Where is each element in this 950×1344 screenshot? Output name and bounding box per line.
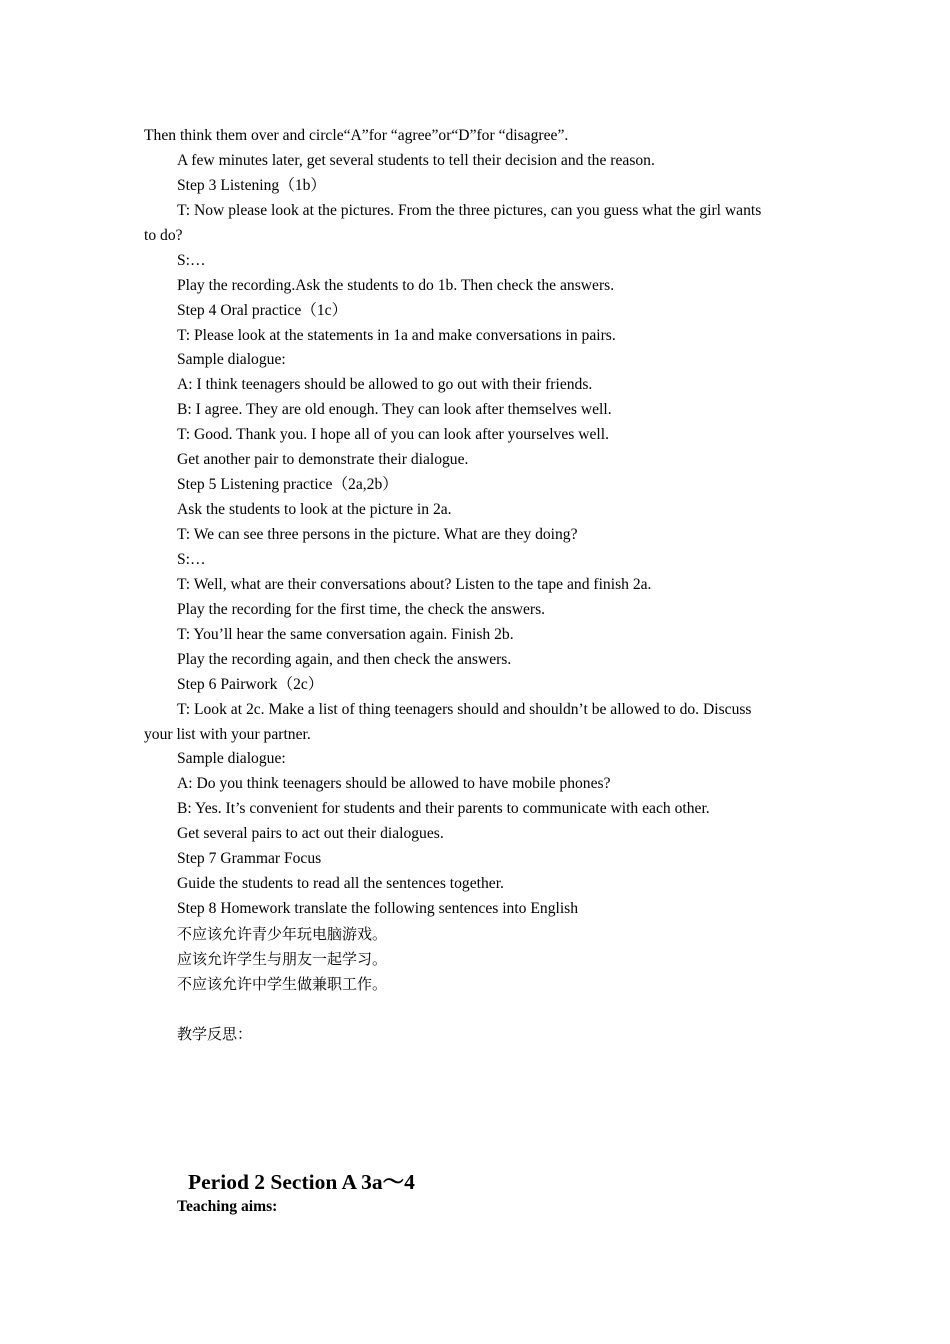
text-line: A few minutes later, get several students to tell their decision and the reason. xyxy=(177,151,655,169)
text-line: to do? xyxy=(144,226,183,244)
text-line: Step 6 Pairwork（2c） xyxy=(177,675,324,693)
text-line: Step 4 Oral practice（1c） xyxy=(177,301,348,319)
text-line: A: Do you think teenagers should be allowed to have mobile phones? xyxy=(177,775,611,793)
text-line: Play the recording.Ask the students to do 1b. Then check the answers. xyxy=(177,276,615,294)
text-line: S:… xyxy=(177,550,206,568)
text-line: Get another pair to demonstrate their dialogue. xyxy=(177,451,469,469)
text-line: Sample dialogue: xyxy=(177,750,286,768)
text-line: S:… xyxy=(177,251,206,269)
text-line: 不应该允许中学生做兼职工作。 xyxy=(177,974,388,993)
text-line: Step 5 Listening practice（2a,2b） xyxy=(177,476,398,494)
text-line: T: We can see three persons in the picture. What are they doing? xyxy=(177,526,578,543)
text-line: Ask the students to look at the picture in 2a. xyxy=(177,501,452,519)
text-line: Sample dialogue: xyxy=(177,351,286,369)
lesson-body xyxy=(144,124,810,1047)
text-line: Step 3 Listening（1b） xyxy=(177,176,327,194)
text-line: T: You’ll hear the same conversation again. Finish 2b. xyxy=(177,625,514,643)
text-line: T: Look at 2c. Make a list of thing teenagers should and shouldn’t be allowed to do. Discuss xyxy=(177,700,752,718)
section-heading: Period 2 Section A 3a～4 xyxy=(188,1170,415,1194)
text-line: Play the recording again, and then check the answers. xyxy=(177,650,512,668)
text-line: T: Well, what are their conversations about? Listen to the tape and finish 2a. xyxy=(177,575,652,593)
blank-line xyxy=(144,997,810,1022)
text-line: T: Now please look at the pictures. From the three pictures, can you guess what the girl wants xyxy=(177,201,762,219)
text-line: Guide the students to read all the sentences together. xyxy=(177,875,504,893)
text-line: Step 7 Grammar Focus xyxy=(177,850,322,868)
text-line: T: Good. Thank you. I hope all of you can look after yourselves well. xyxy=(177,426,609,444)
text-line: B: Yes. It’s convenient for students and their parents to communicate with each other. xyxy=(177,800,710,818)
text-line: your list with your partner. xyxy=(144,725,311,743)
text-line: T: Please look at the statements in 1a and make conversations in pairs. xyxy=(177,326,616,344)
teaching-aims-label: Teaching aims: xyxy=(177,1198,278,1215)
text-line: 不应该允许青少年玩电脑游戏。 xyxy=(177,925,388,943)
text-line: 应该允许学生与朋友一起学习。 xyxy=(177,949,388,968)
text-line: Play the recording for the first time, the check the answers. xyxy=(177,600,546,618)
text-line: Step 8 Homework translate the following sentences into English xyxy=(177,900,579,918)
text-line: Then think them over and circle“A”for “agree”or“D”for “disagree”. xyxy=(144,127,569,144)
text-line: A: I think teenagers should be allowed to go out with their friends. xyxy=(177,376,593,394)
text-line: Get several pairs to act out their dialogues. xyxy=(177,825,444,843)
text-line: 教学反思： xyxy=(177,1024,253,1043)
text-line: B: I agree. They are old enough. They can look after themselves well. xyxy=(177,401,612,419)
